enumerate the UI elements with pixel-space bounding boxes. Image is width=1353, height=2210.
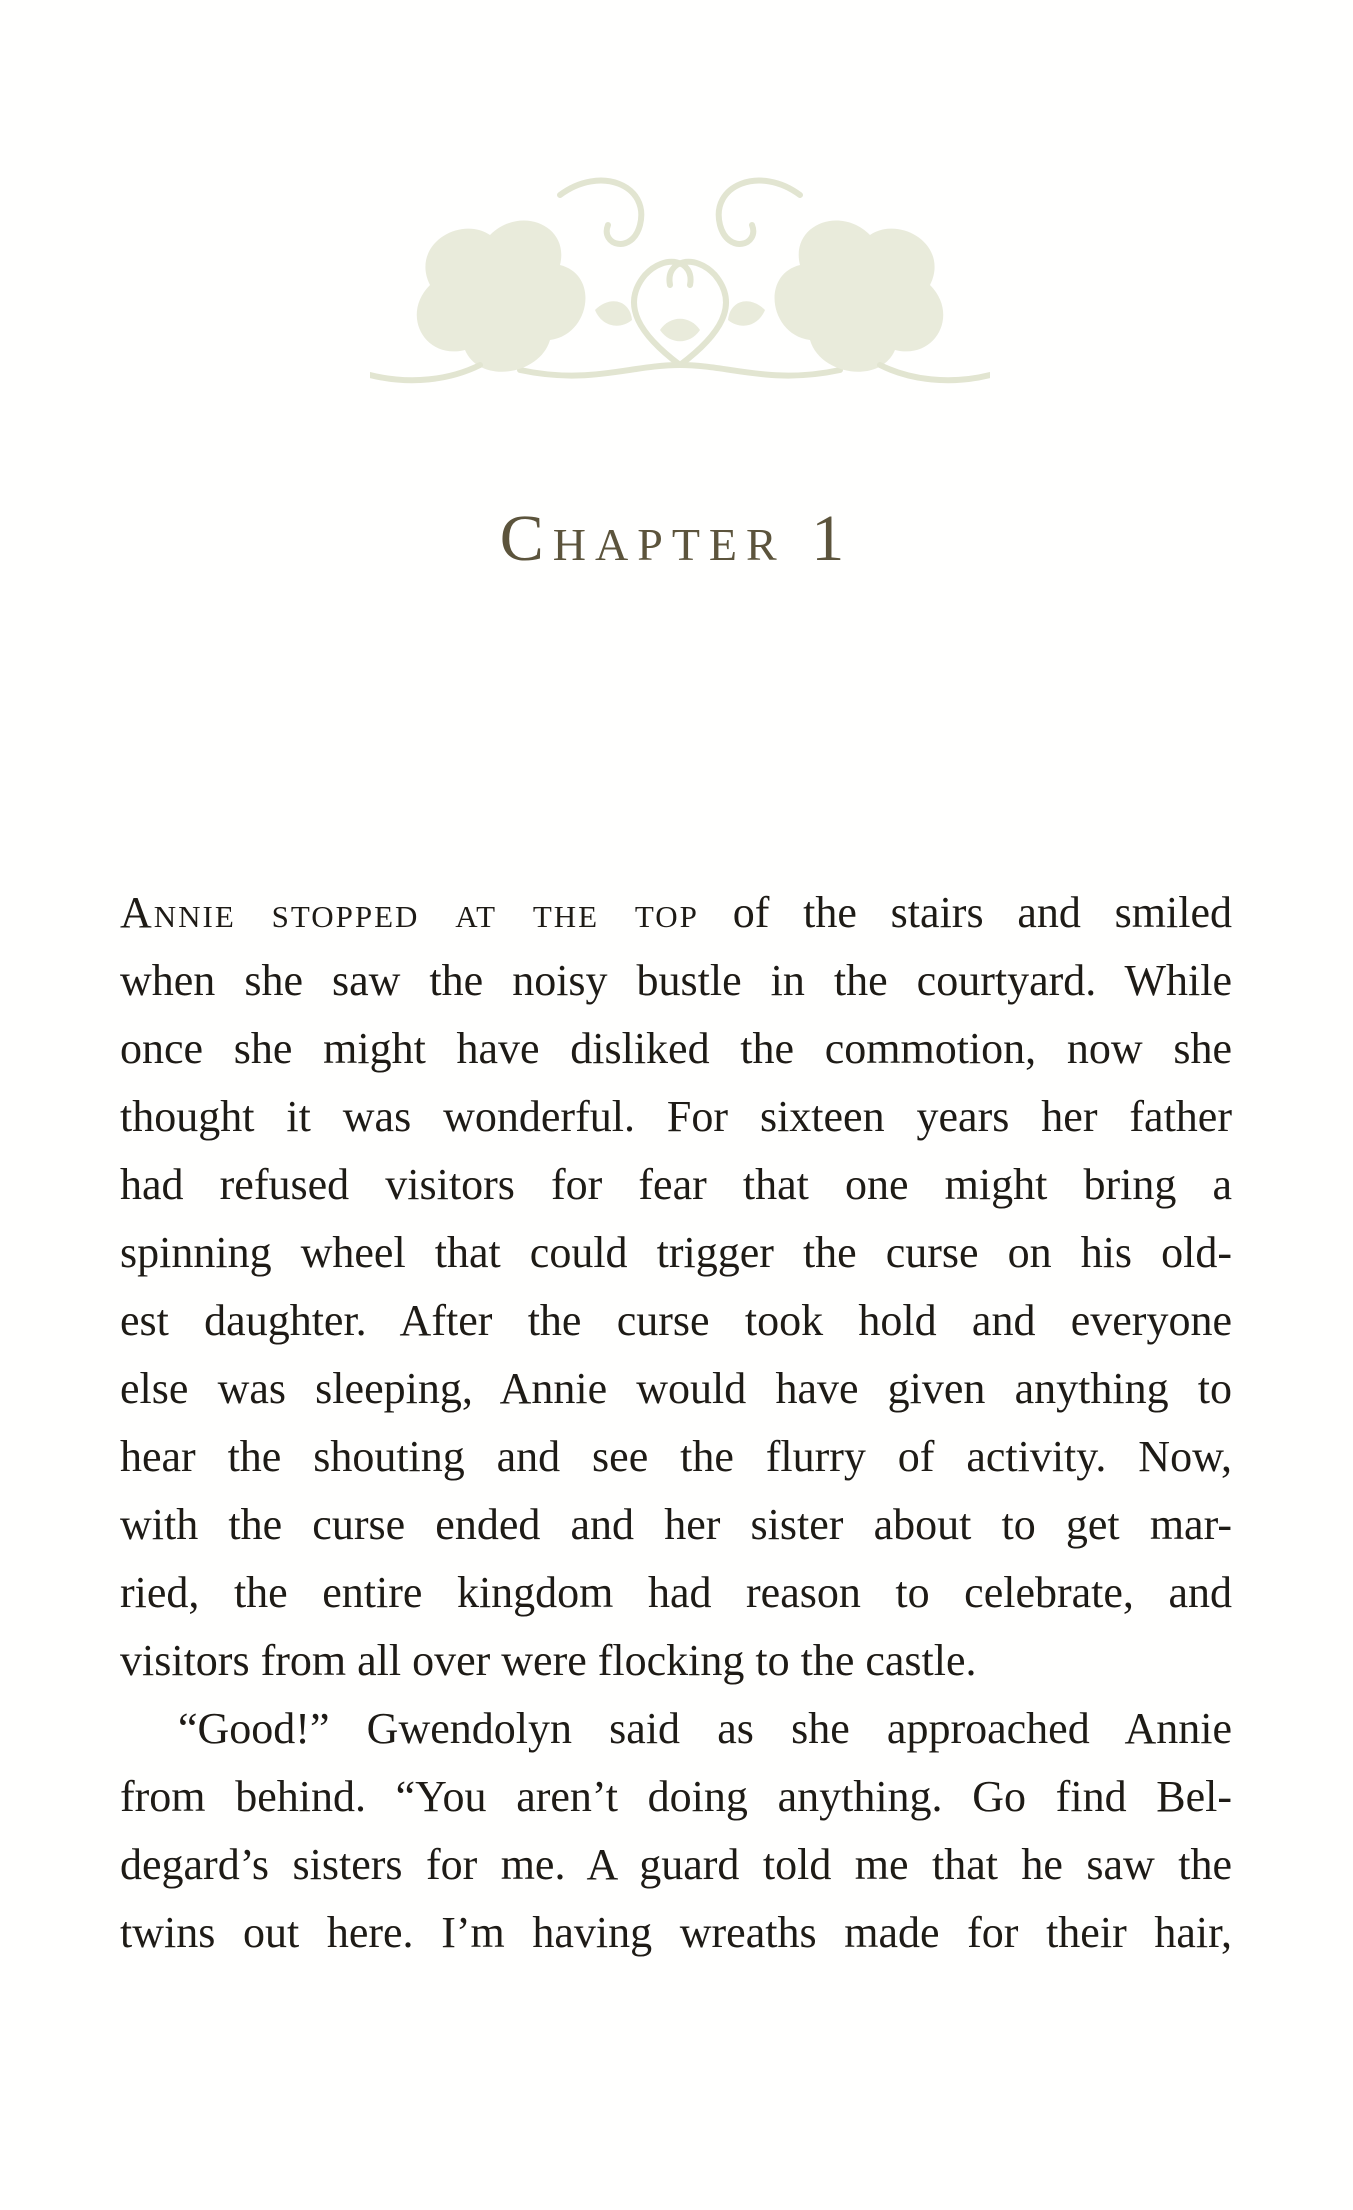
text-line: est daughter. After the curse took hold and everyone xyxy=(120,1296,1232,1345)
text-line: with the curse ended and her sister about to get mar- xyxy=(120,1500,1232,1549)
text-line: when she saw the noisy bustle in the courtyard. While xyxy=(120,956,1232,1005)
lead-in-small-caps: Annie stopped at the top xyxy=(120,888,699,937)
text-line: from behind. “You aren’t doing anything. Go find Bel- xyxy=(120,1772,1232,1821)
text-line: “Good!” Gwendolyn said as she approached Annie xyxy=(178,1704,1232,1753)
paragraph-1 xyxy=(120,879,1232,1695)
text-line: twins out here. I’m having wreaths made for their hair, xyxy=(120,1908,1232,1957)
text-line xyxy=(120,879,1232,947)
text-line: else was sleeping, Annie would have given anything to xyxy=(120,1364,1232,1413)
text-line: hear the shouting and see the flurry of activity. Now, xyxy=(120,1432,1232,1481)
text-line: thought it was wonderful. For sixteen years her father xyxy=(120,1092,1232,1141)
text-line: ried, the entire kingdom had reason to celebrate, and xyxy=(120,1568,1232,1617)
paragraph-2 xyxy=(120,1695,1232,1967)
text-line: degard’s sisters for me. A guard told me that he saw the xyxy=(120,1840,1232,1889)
chapter-body xyxy=(120,879,1232,1967)
text-line: visitors from all over were flocking to the castle. xyxy=(120,1636,977,1685)
text-line-rest: of the stairs and smiled xyxy=(698,888,1232,937)
leaf-scroll-ornament-icon xyxy=(370,135,990,405)
text-line: spinning wheel that could trigger the curse on his old- xyxy=(120,1228,1232,1277)
text-line: once she might have disliked the commotion, now she xyxy=(120,1024,1232,1073)
text-line: had refused visitors for fear that one might bring a xyxy=(120,1160,1232,1209)
chapter-title: Chapter 1 xyxy=(499,502,854,576)
